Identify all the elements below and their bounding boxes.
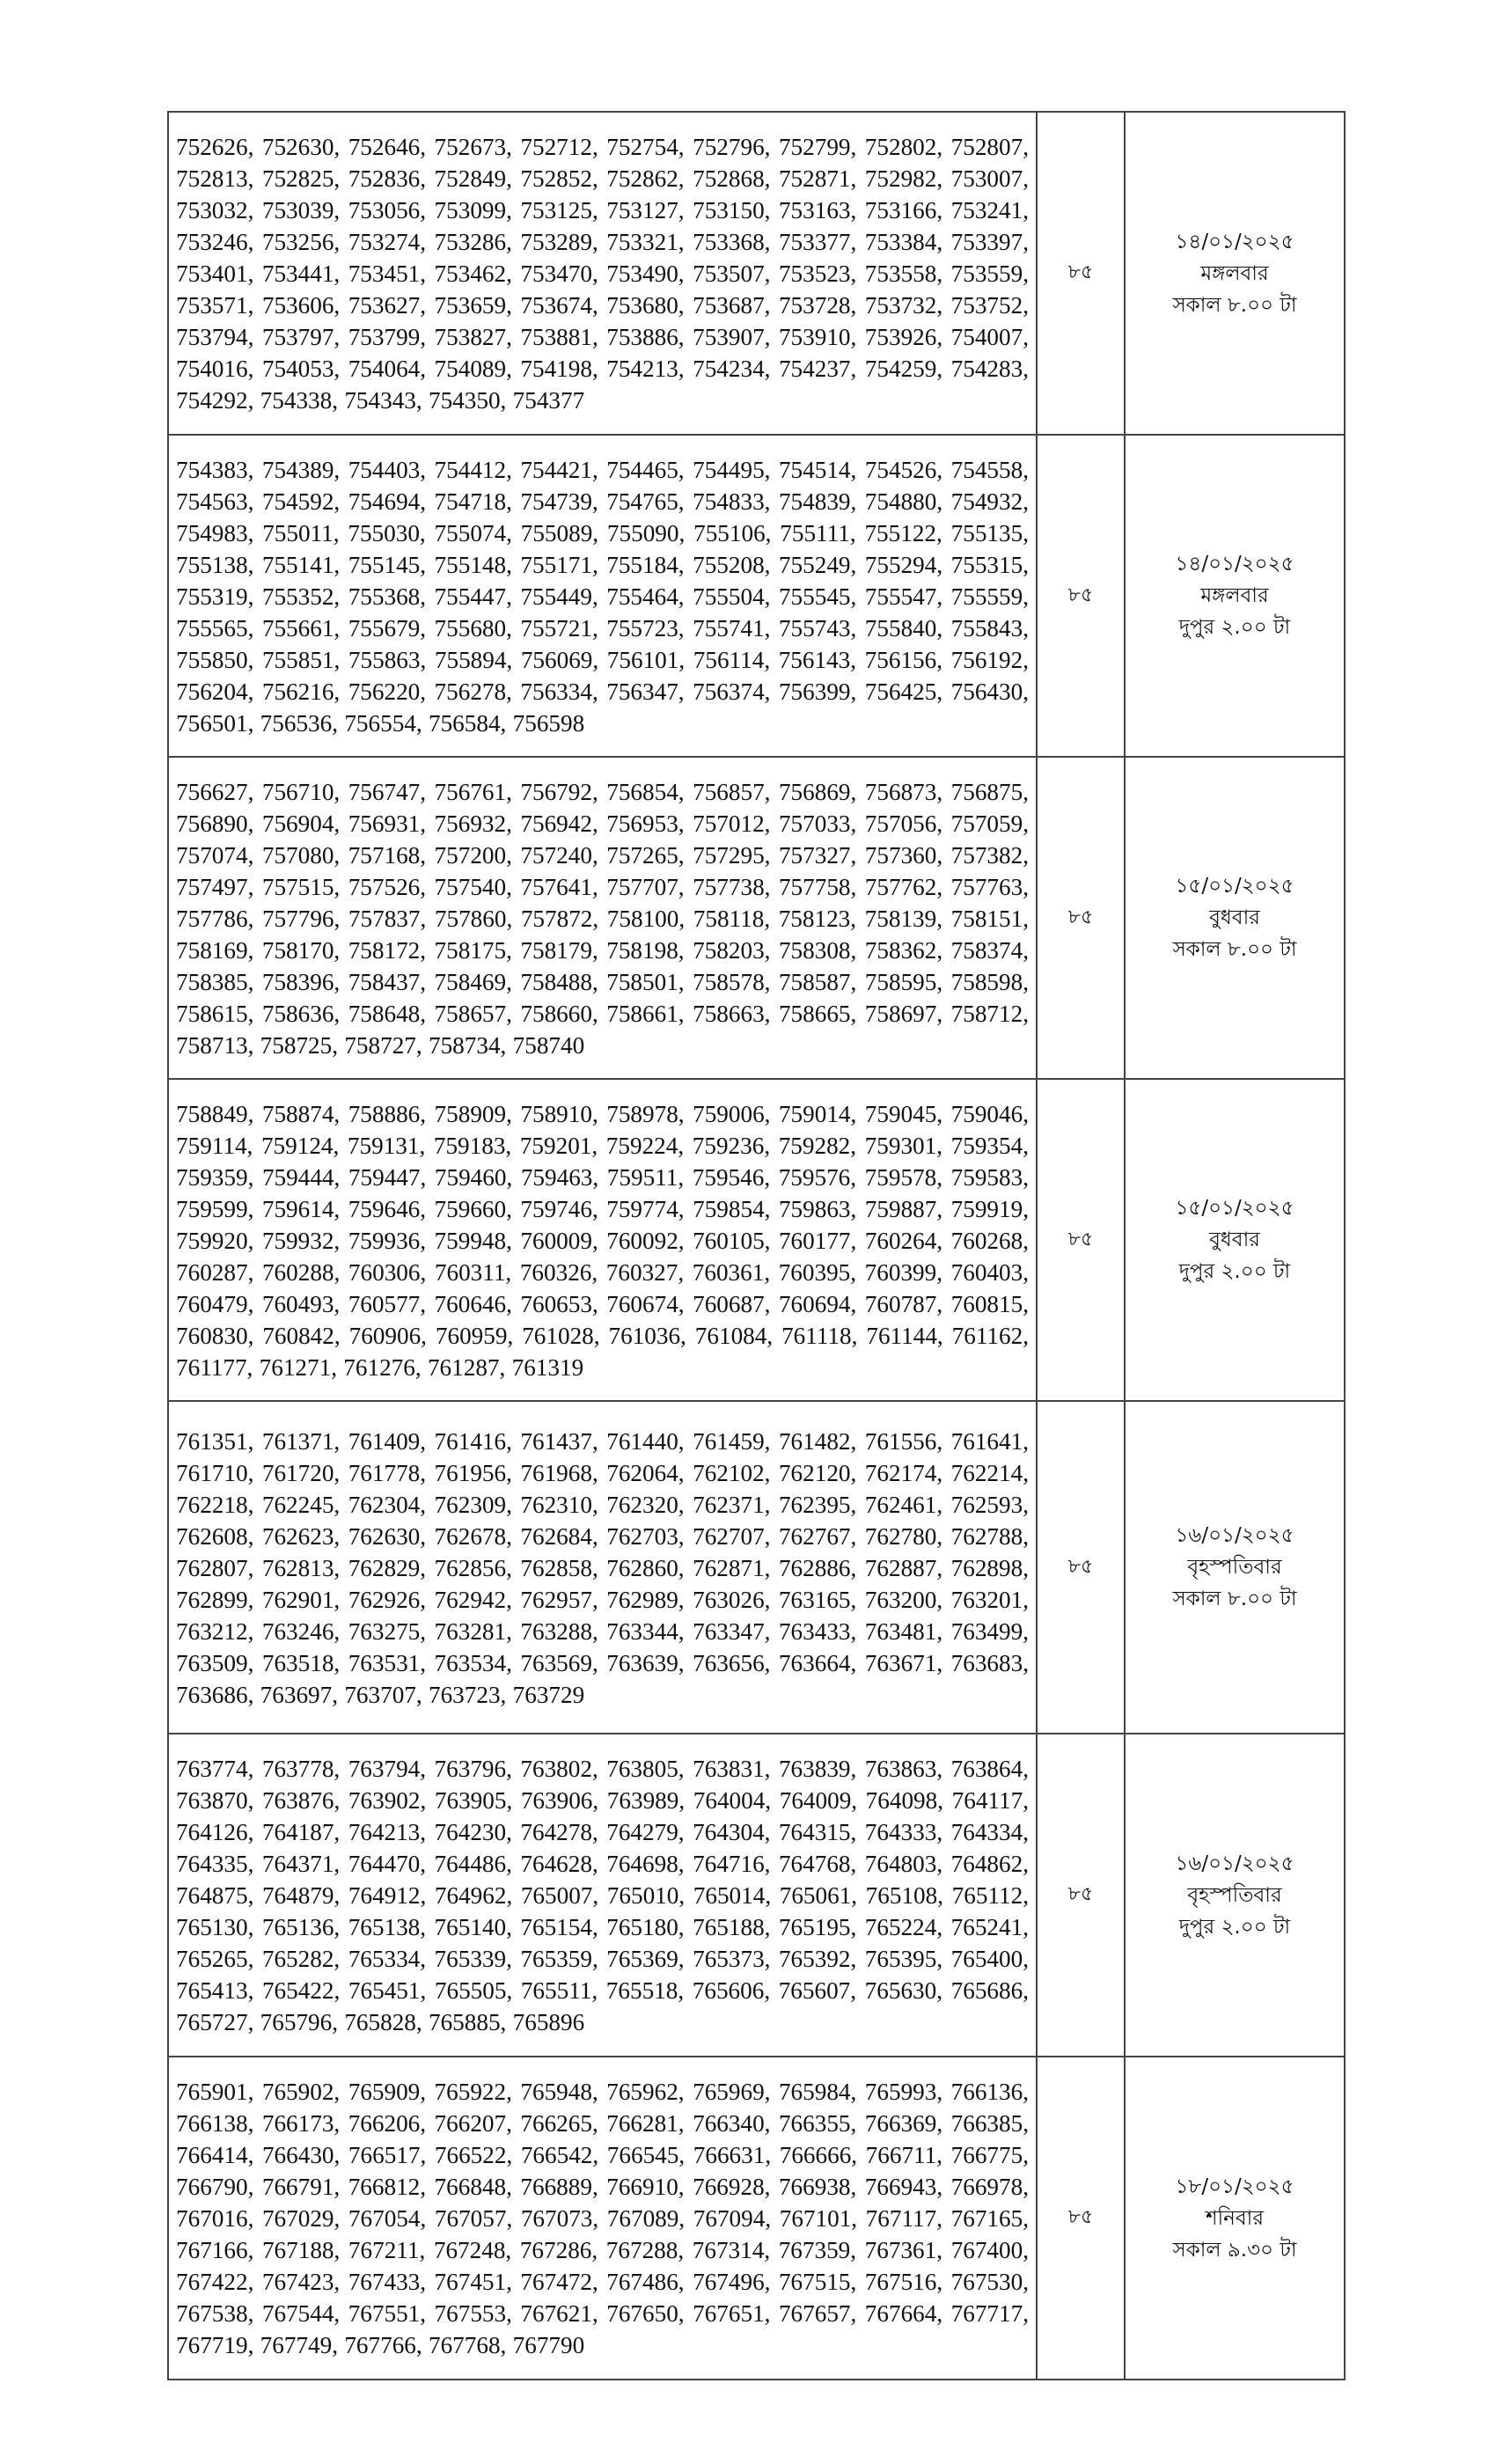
roll-numbers: 763774, 763778, 763794, 763796, 763802, 763805, 763831, 763839, 763863, 763864, 763870, 763876, 763902, 763905, 763906, 763989, 764004, 764009, 764098, 764117, 764126, 764187, 764213, 764230, 764278, 764279, 764304, 764315, 764333, 764334, 764335, 764371, 764470, 764486, 764628, 764698, 764716, 764768, 764803, 764862, 764875, 764879, 764912, 764962, 765007, 765010, 765014, 765061, 765108, 765112, 765130, 765136, 765138, 765140, 765154, 765180, 765188, 765195, 765224, 765241, 765265, 765282, 765334, 765339, 765359, 765369, 765373, 765392, 765395, 765400, 765413, 765422, 765451, 765505, 765511, 765518, 765606, 765607, 765630, 765686, 765727, 765796, 765828, 765885, 765896 [176,1756,1029,2035]
exam-time-cell [1125,2057,1345,2380]
exam-date: ১৬/০১/২০২৫ [1175,1524,1294,1547]
schedule-row [168,1079,1345,1401]
roll-numbers: 761351, 761371, 761409, 761416, 761437, 761440, 761459, 761482, 761556, 761641, 761710, 761720, 761778, 761956, 761968, 762064, 762102, 762120, 762174, 762214, 762218, 762245, 762304, 762309, 762310, 762320, 762371, 762395, 762461, 762593, 762608, 762623, 762630, 762678, 762684, 762703, 762707, 762767, 762780, 762788, 762807, 762813, 762829, 762856, 762858, 762860, 762871, 762886, 762887, 762898, 762899, 762901, 762926, 762942, 762957, 762989, 763026, 763165, 763200, 763201, 763212, 763246, 763275, 763281, 763288, 763344, 763347, 763433, 763481, 763499, 763509, 763518, 763531, 763534, 763569, 763639, 763656, 763664, 763671, 763683, 763686, 763697, 763707, 763723, 763729 [176,1427,1029,1708]
exam-time-cell [1125,757,1345,1079]
exam-date: ১৫/০১/২০২৫ [1175,1197,1294,1220]
candidate-count: ৮৫ [1037,757,1125,1079]
roll-numbers-cell [168,1401,1037,1734]
exam-time: দুপুর ২.০০ টা [1178,1260,1291,1283]
roll-numbers-cell [168,112,1037,435]
roll-numbers-cell [168,1734,1037,2057]
exam-date: ১৪/০১/২০২৫ [1175,553,1294,576]
schedule-row [168,435,1345,757]
schedule-row [168,112,1345,435]
exam-time-cell [1125,1401,1345,1734]
exam-day: বুধবার [1209,906,1260,929]
exam-time: সকাল ৮.০০ টা [1172,938,1297,961]
exam-schedule-table [167,111,1346,2380]
exam-date: ১৪/০১/২০২৫ [1175,230,1294,253]
exam-time: দুপুর ২.০০ টা [1178,616,1291,639]
roll-numbers: 765901, 765902, 765909, 765922, 765948, 765962, 765969, 765984, 765993, 766136, 766138, 766173, 766206, 766207, 766265, 766281, 766340, 766355, 766369, 766385, 766414, 766430, 766517, 766522, 766542, 766545, 766631, 766666, 766711, 766775, 766790, 766791, 766812, 766848, 766889, 766910, 766928, 766938, 766943, 766978, 767016, 767029, 767054, 767057, 767073, 767089, 767094, 767101, 767117, 767165, 767166, 767188, 767211, 767248, 767286, 767288, 767314, 767359, 767361, 767400, 767422, 767423, 767433, 767451, 767472, 767486, 767496, 767515, 767516, 767530, 767538, 767544, 767551, 767553, 767621, 767650, 767651, 767657, 767664, 767717, 767719, 767749, 767766, 767768, 767790 [176,2079,1029,2358]
exam-day: শনিবার [1205,2206,1265,2230]
roll-numbers: 758849, 758874, 758886, 758909, 758910, 758978, 759006, 759014, 759045, 759046, 759114, 759124, 759131, 759183, 759201, 759224, 759236, 759282, 759301, 759354, 759359, 759444, 759447, 759460, 759463, 759511, 759546, 759576, 759578, 759583, 759599, 759614, 759646, 759660, 759746, 759774, 759854, 759863, 759887, 759919, 759920, 759932, 759936, 759948, 760009, 760092, 760105, 760177, 760264, 760268, 760287, 760288, 760306, 760311, 760326, 760327, 760361, 760395, 760399, 760403, 760479, 760493, 760577, 760646, 760653, 760674, 760687, 760694, 760787, 760815, 760830, 760842, 760906, 760959, 761028, 761036, 761084, 761118, 761144, 761162, 761177, 761271, 761276, 761287, 761319 [176,1100,1029,1381]
schedule-row [168,1734,1345,2057]
exam-time-cell [1125,435,1345,757]
roll-numbers: 754383, 754389, 754403, 754412, 754421, 754465, 754495, 754514, 754526, 754558, 754563, 754592, 754694, 754718, 754739, 754765, 754833, 754839, 754880, 754932, 754983, 755011, 755030, 755074, 755089, 755090, 755106, 755111, 755122, 755135, 755138, 755141, 755145, 755148, 755171, 755184, 755208, 755249, 755294, 755315, 755319, 755352, 755368, 755447, 755449, 755464, 755504, 755545, 755547, 755559, 755565, 755661, 755679, 755680, 755721, 755723, 755741, 755743, 755840, 755843, 755850, 755851, 755863, 755894, 756069, 756101, 756114, 756143, 756156, 756192, 756204, 756216, 756220, 756278, 756334, 756347, 756374, 756399, 756425, 756430, 756501, 756536, 756554, 756584, 756598 [176,456,1029,737]
exam-day: বৃহস্পতিবার [1187,1883,1282,1907]
roll-numbers: 752626, 752630, 752646, 752673, 752712, 752754, 752796, 752799, 752802, 752807, 752813, 752825, 752836, 752849, 752852, 752862, 752868, 752871, 752982, 753007, 753032, 753039, 753056, 753099, 753125, 753127, 753150, 753163, 753166, 753241, 753246, 753256, 753274, 753286, 753289, 753321, 753368, 753377, 753384, 753397, 753401, 753441, 753451, 753462, 753470, 753490, 753507, 753523, 753558, 753559, 753571, 753606, 753627, 753659, 753674, 753680, 753687, 753728, 753732, 753752, 753794, 753797, 753799, 753827, 753881, 753886, 753907, 753910, 753926, 754007, 754016, 754053, 754064, 754089, 754198, 754213, 754234, 754237, 754259, 754283, 754292, 754338, 754343, 754350, 754377 [176,134,1029,414]
candidate-count: ৮৫ [1037,1401,1125,1734]
roll-numbers-cell [168,2057,1037,2380]
exam-time: সকাল ৯.৩০ টা [1172,2238,1297,2262]
exam-day: বৃহস্পতিবার [1187,1556,1282,1579]
exam-date: ১৮/০১/২০২৫ [1175,2174,1294,2198]
exam-date: ১৬/০১/২০২৫ [1175,1852,1294,1875]
exam-time: সকাল ৮.০০ টা [1172,1588,1297,1610]
roll-numbers: 756627, 756710, 756747, 756761, 756792, 756854, 756857, 756869, 756873, 756875, 756890, 756904, 756931, 756932, 756942, 756953, 757012, 757033, 757056, 757059, 757074, 757080, 757168, 757200, 757240, 757265, 757295, 757327, 757360, 757382, 757497, 757515, 757526, 757540, 757641, 757707, 757738, 757758, 757762, 757763, 757786, 757796, 757837, 757860, 757872, 758100, 758118, 758123, 758139, 758151, 758169, 758170, 758172, 758175, 758179, 758198, 758203, 758308, 758362, 758374, 758385, 758396, 758437, 758469, 758488, 758501, 758578, 758587, 758595, 758598, 758615, 758636, 758648, 758657, 758660, 758661, 758663, 758665, 758697, 758712, 758713, 758725, 758727, 758734, 758740 [176,778,1029,1059]
roll-numbers-cell [168,757,1037,1079]
exam-time-cell [1125,1734,1345,2057]
schedule-row [168,1401,1345,1734]
exam-day: মঙ্গলবার [1200,584,1269,607]
schedule-row [168,757,1345,1079]
exam-time-cell [1125,112,1345,435]
candidate-count: ৮৫ [1037,435,1125,757]
exam-time-cell [1125,1079,1345,1401]
exam-day: মঙ্গলবার [1200,261,1269,285]
exam-date: ১৫/০১/২০২৫ [1175,875,1294,898]
exam-day: বুধবার [1209,1228,1260,1251]
candidate-count: ৮৫ [1037,1734,1125,2057]
candidate-count: ৮৫ [1037,112,1125,435]
schedule-row [168,2057,1345,2380]
roll-numbers-cell [168,435,1037,757]
exam-time: সকাল ৮.০০ টা [1172,293,1297,317]
candidate-count: ৮৫ [1037,2057,1125,2380]
candidate-count: ৮৫ [1037,1079,1125,1401]
roll-numbers-cell [168,1079,1037,1401]
exam-time: দুপুর ২.০০ টা [1178,1915,1291,1939]
